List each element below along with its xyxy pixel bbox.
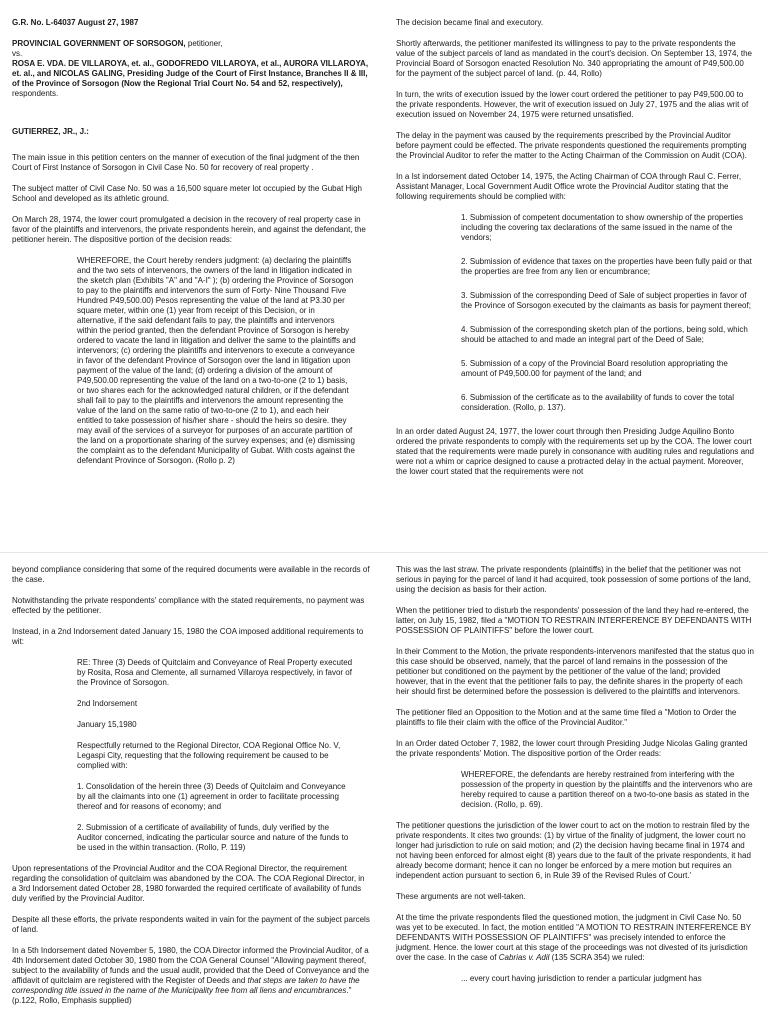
ponente: GUTIERREZ, JR., J.: xyxy=(12,127,89,136)
list-item: 4. Submission of the corresponding sketch plan of the portions, being sold, which should be attached to and made an integral part of the Deed of Sale; xyxy=(461,325,748,344)
paragraph: Shortly afterwards, the petitioner manifested its willingness to pay to the private respondents the value of the subject parcels of land as mandated in the court's decision. On September 13, 1974, the Provincial Board of Sorsogon enacted Resolution No. 340 appropriating the amount of P49,500.00 for the payment of the subject parcel of land. (p. 44, Rollo) xyxy=(396,39,752,78)
respondents-names: ROSA E. VDA. DE VILLAROYA, et. al., GODOFREDO VILLAROYA, et al., AURORA VILLAROYA, et. al., and NICOLAS GALING, Presiding Judge of the Court of First Instance, Branches II & III, of the Province of Sorsogon (Now the Regional Trial Court No. 54 and 52, respectively), xyxy=(12,59,369,88)
list-item: 2. Submission of evidence that taxes on the properties have been fully paid or that the properties are free from any lien or encumbrance; xyxy=(461,257,752,276)
requirements-list xyxy=(461,213,754,413)
column-bottom-left xyxy=(12,565,370,1017)
paragraph: These arguments are not well-taken. xyxy=(396,892,526,901)
block-quote: WHEREFORE, the Court hereby renders judgment: (a) declaring the plaintiffs and the two sets of intervenors, the owners of the land in litigation indicated in the sketch plan (Exhibits "A" and "A-I" ); (b) ordering the Province of Sorsogon to pay to the plaintiffs and intervenors the sum of Forty- Nine Thousand Five Hundred P49,500.00) Pesos representing the value of the land at P3.30 per square meter, within one (1) year from receipt of this Decision, or in alternative, if the said defendant fails to pay, the plaintiffs and intervenors within the period granted, then the defendant Province of Sorsogon is hereby ordered to vacate the land in litigation and deliver the same to the plaintiffs and intervenors; (c) ordering the plaintiffs and intervenors to execute a conveyance in favor of the defendant Province of Sorsogon over the land in litigation upon payment of the value of the land; (d) ordering a division of the amount of P49,500.00 representing the value of the land on a two-to-one (2 to 1) basis, or two shares each for the acknowledged natural children, or if the defendant shall fail to pay to the plaintiffs and intervenors the amount representing the value of the land on the same ratio of two-to-one (2 to 1), and each heir entitled to take possession of his/her share - should the heirs so desire. they may avail of the services of a surveyor for purposes of an accurate partition of the land on a proportionate sharing of the survey expenses; and (e) dismissing the complaint as to the defendant Municipality of Gubat. With costs against the defendant Province of Sorsogon. (Rollo p. 2) xyxy=(77,256,356,465)
case-parties: PROVINCIAL GOVERNMENT OF SORSOGON, petitioner, vs. ROSA E. VDA. DE VILLAROYA, et. al., GODOFREDO VILLAROYA, et al., AURORA VILLAROYA, et. al., and NICOLAS GALING, Presiding Judge of the Court of First Instance, Branches II & III, of the Province of Sorsogon (Now the Regional Trial Court No. 54 and 52, respectively), respondents. xyxy=(12,39,369,98)
quote-paragraph: January 15,1980 xyxy=(77,720,137,729)
case-number: G.R. No. L-64037 August 27, 1987 xyxy=(12,18,139,27)
vs-label: vs. xyxy=(12,49,23,58)
column-top-right xyxy=(396,18,754,488)
paragraph: In an order dated August 24, 1977, the lower court through then Presiding Judge Aquilino Bonto ordered the private respondents to comply with the requirements set up by the COA. The lower court stated that the requirements were made purely in consonance with auditing rules and regulations and were not a whim or caprice designed to cause a protracted delay in the actual payment. Moreover, the lower court stated that the requirements were not xyxy=(396,427,754,476)
quote-paragraph: 1. Consolidation of the herein three (3) Deeds of Quitclaim and Conveyance by all the claimants into one (1) agreement in order to facilitate processing thereof and for reasons of economy; and xyxy=(77,782,346,811)
column-top-left xyxy=(12,18,370,477)
paragraph: In a Ist indorsement dated October 14, 1975, the Acting Chairman of COA through Raul C. Ferrer, Assistant Manager, Local Government Audit Office wrote the Provincial Auditor stating that the following requirements should be complied with: xyxy=(396,172,742,201)
paragraph: This was the last straw. The private respondents (plaintiffs) in the belief that the petitioner was not serious in paying for the parcel of land it had acquired, took possession of some portions of the land, using the decision as basis for their action. xyxy=(396,565,751,594)
paragraph: The delay in the payment was caused by the requirements prescribed by the Provincial Auditor before payment could be effected. The private respondents questioned the requirements prompting the Provincial Auditor to refer the matter to the Acting Chairman of the Commission on Audit (COA). xyxy=(396,131,747,160)
emphasis-text: that steps are taken to have the corresponding title issued in the name of the Municipality free from all liens and encumbrances xyxy=(12,976,360,995)
quote-paragraph: RE: Three (3) Deeds of Quitclaim and Conveyance of Real Property executed by Rosita, Rosa and Clemente, all surnamed Villaroya respectively, in favor of the Province of Sorsogon. xyxy=(77,658,353,687)
paragraph: When the petitioner tried to disturb the respondents' possession of the land they had re-entered, the latter, on July 15, 1982, filed a "MOTION TO RESTRAIN INTERFERENCE BY DEFENDANTS WITH POSSESSION OF PLAINTIFFS" before the lower court. xyxy=(396,606,752,635)
paragraph: In their Comment to the Motion, the private respondents-intervenors manifested that the status quo in this case should be observed, namely, that the parcel of land remains in the possession of the petitioner but conditioned on the payment by the petitioner of the value of the land; provided however, that in the event that the petitioner fails to pay, the definite shares in the property of each heir should first be determined before the possession is delivered to the plaintiffs and intervenors. xyxy=(396,647,754,696)
paragraph: The main issue in this petition centers on the manner of execution of the final judgment of the then Court of First Instance of Sorsogon in Civil Case No. 50 for recovery of real property . xyxy=(12,153,360,172)
paragraph: On March 28, 1974, the lower court promulgated a decision in the recovery of real property case in favor of the plaintiffs and intervenors, the private respondents herein, and against the defendant, the petitioner herein. The dispositive portion of the decision reads: xyxy=(12,215,366,244)
column-bottom-right xyxy=(396,565,754,995)
paragraph: The subject matter of Civil Case No. 50 was a 16,500 square meter lot occupied by the Gubat High School and developed as its athletic ground. xyxy=(12,184,362,203)
list-item: 1. Submission of competent documentation to show ownership of the properties including the covering tax declarations of the same issued in the name of the vendors; xyxy=(461,213,743,242)
paragraph: In a 5th Indorsement dated November 5, 1980, the COA Director informed the Provincial Auditor, of a 4th Indorsement dated October 30, 1980 from the COA General Counsel "Allowing payment thereof, subject to the availability of funds and the usual audit, provided that the Deed of Conveyance and the affidavit of quitclaim are registered with the Register of Deeds and that steps are taken to have the corresponding title issued in the name of the Municipality free from all liens and encumbrances." (p.122, Rollo, Emphasis supplied) xyxy=(12,946,370,1005)
paragraph: Upon representations of the Provincial Auditor and the COA Regional Director, the requirement regarding the consolidation of quitclaim was abandoned by the COA. The COA Regional Director, in a 3rd Indorsement dated October 28, 1980 forwarded the required certificate of availability of funds duly verified by the Provincial Auditor. xyxy=(12,864,365,903)
paragraph: In an Order dated October 7, 1982, the lower court through Presiding Judge Nicolas Galing granted the private respondents' Motion. The dispositive portion of the Order reads: xyxy=(396,739,748,758)
indorsement-quote xyxy=(77,658,356,853)
block-quote: ... every court having jurisdiction to render a particular judgment has xyxy=(461,974,702,983)
list-item: 5. Submission of a copy of the Provincial Board resolution appropriating the amount of P49,500.00 for payment of the land; and xyxy=(461,359,728,378)
paragraph: The decision became final and executory. xyxy=(396,18,544,27)
case-citation: Cabrias v. Adil xyxy=(498,953,550,962)
paragraph: The petitioner questions the jurisdiction of the lower court to act on the motion to restrain filed by the private respondents. It cites two grounds: (1) by virtue of the finality of judgment, the lower court no longer had jurisdiction to rule on said motion; and (2) the decision having became final in 1974 and not having been enforced for almost eight (8) years due to the fault of the private respondents, it had already become dormant; hence it can no longer be enforced by a mere motion but requires an independent action pursuant to section 6, in Rule 39 of the Revised Rules of Court.' xyxy=(396,821,751,880)
paragraph: In turn, the writs of execution issued by the lower court ordered the petitioner to pay P49,500.00 to the private respondents. However, the writ of execution issued on July 27, 1975 and the alias writ of execution issued on November 24, 1975 were returned unsatisfied. xyxy=(396,90,749,119)
paragraph: beyond compliance considering that some of the required documents were available in the records of the case. xyxy=(12,565,370,584)
paragraph: Despite all these efforts, the private respondents waited in vain for the payment of the subject parcels of land. xyxy=(12,915,370,934)
petitioner-name: PROVINCIAL GOVERNMENT OF SORSOGON, xyxy=(12,39,186,48)
block-quote: WHEREFORE, the defendants are hereby restrained from interfering with the possession of the property in question by the plaintiffs and the intervenors who are hereby required to cause a partition thereof on a two-to-one basis as stated in the decision. (Rollo, p. 69). xyxy=(461,770,753,809)
paragraph: The petitioner filed an Opposition to the Motion and at the same time filed a "Motion to Order the plaintiffs to file their claim with the office of the Provincial Auditor." xyxy=(396,708,737,727)
list-item: 6. Submission of the certificate as to the availability of funds to cover the total consideration. (Rollo, p. 137). xyxy=(461,393,735,412)
paragraph: At the time the private respondents filed the questioned motion, the judgment in Civil Case No. 50 was yet to be executed. In fact, the motion entitled "A MOTION TO RESTRAIN INTERFERENCE BY DEFENDANTS WITH POSSESSION OF PLAINTIFFS" was precisely intended to enforce the judgment. Hence. the lower court at this stage of the proceedings was not divested of its jurisdiction over the case. In the case of Cabrias v. Adil (135 SCRA 354) we ruled: xyxy=(396,913,751,962)
quote-paragraph: 2. Submission of a certificate of availability of funds, duly verified by the Auditor concerned, indicating the particular source and nature of the funds to be used in the within transaction. (Rollo, P. 119) xyxy=(77,823,349,852)
quote-paragraph: Respectfully returned to the Regional Director, COA Regional Office No. V, Legaspi City, requesting that the following requirement be caused to be complied with: xyxy=(77,741,341,770)
quote-paragraph: 2nd Indorsement xyxy=(77,699,138,708)
paragraph: Instead, in a 2nd Indorsement dated January 15, 1980 the COA imposed additional requirements to wit: xyxy=(12,627,364,646)
list-item: 3. Submission of the corresponding Deed of Sale of subject properties in favor of the Province of Sorsogon executed by the claimants as basis for payment thereof; xyxy=(461,291,751,310)
page-separator xyxy=(0,552,768,553)
paragraph: Notwithstanding the private respondents' compliance with the stated requirements, no payment was effected by the petitioner. xyxy=(12,596,365,615)
